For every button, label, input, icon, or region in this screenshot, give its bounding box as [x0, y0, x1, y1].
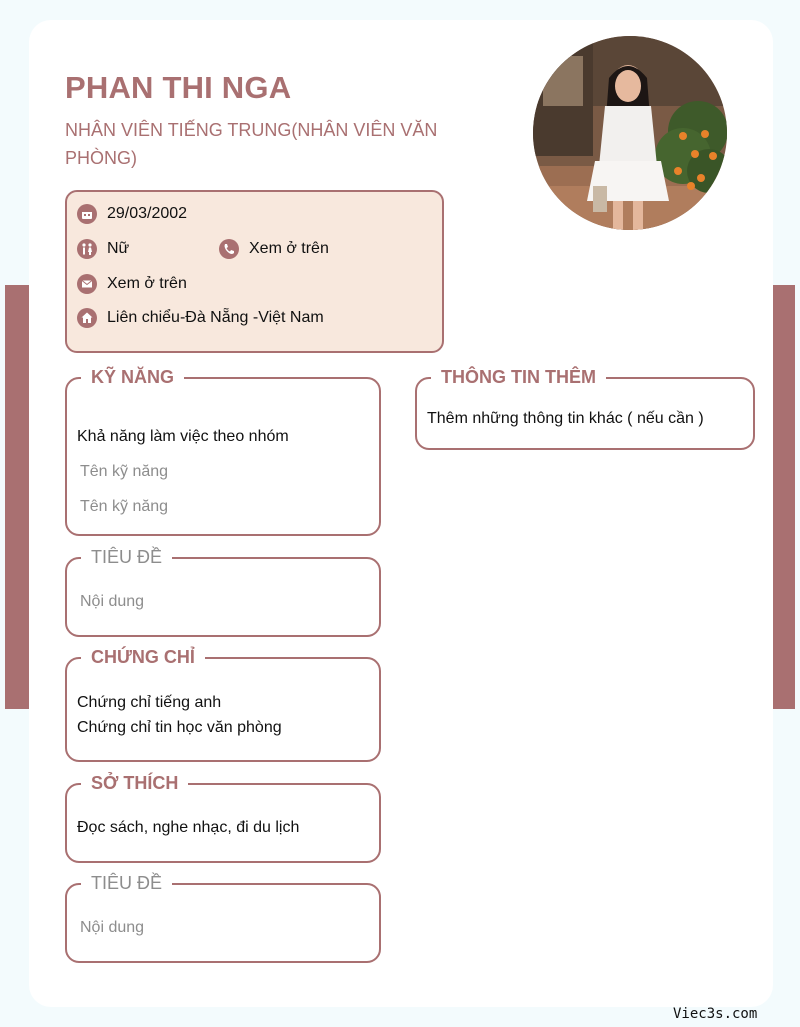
candidate-name[interactable]: PHAN THI NGA — [65, 70, 292, 105]
gender-text[interactable]: Nữ — [107, 240, 130, 257]
contact-email — [77, 274, 187, 294]
contact-gender — [77, 239, 129, 259]
birthday-text[interactable]: 29/03/2002 — [107, 205, 188, 222]
hobbies-title[interactable]: SỞ THÍCH — [81, 773, 188, 794]
phone-icon — [219, 239, 239, 259]
custom-section-2-title[interactable]: TIÊU ĐỀ — [81, 873, 172, 894]
certificates-title[interactable]: CHỨNG CHỈ — [81, 647, 205, 668]
phone-text[interactable]: Xem ở trên — [249, 240, 329, 257]
avatar[interactable] — [533, 36, 727, 230]
skills-title[interactable]: KỸ NĂNG — [81, 367, 184, 388]
hobbies-section — [65, 773, 381, 863]
extra-info-section — [415, 367, 755, 450]
skill-item[interactable]: Khả năng làm việc theo nhóm — [77, 428, 289, 445]
address-text[interactable]: Liên chiểu-Đà Nẵng -Việt Nam — [107, 309, 324, 326]
contact-phone — [219, 239, 329, 259]
certificate-item[interactable]: Chứng chỉ tin học văn phòng — [77, 719, 282, 736]
contact-birthday — [77, 204, 187, 224]
custom-section-1-content[interactable]: Nội dung — [80, 593, 145, 610]
email-text[interactable]: Xem ở trên — [107, 275, 187, 292]
avatar-photo — [533, 36, 727, 230]
certificates-section — [65, 647, 381, 762]
home-icon — [77, 308, 97, 328]
calendar-icon — [77, 204, 97, 224]
skills-section — [65, 367, 381, 536]
contact-address — [77, 308, 324, 328]
certificate-item[interactable]: Chứng chỉ tiếng anh — [77, 694, 222, 711]
left-decor-band — [5, 285, 29, 709]
gender-icon — [77, 239, 97, 259]
extra-info-content[interactable]: Thêm những thông tin khác ( nếu cần ) — [427, 410, 704, 427]
cv-page — [29, 20, 773, 1007]
right-decor-band — [772, 285, 795, 709]
skill-item[interactable]: Tên kỹ năng — [80, 463, 169, 480]
custom-section-1-title[interactable]: TIÊU ĐỀ — [81, 547, 172, 568]
site-watermark: Viec3s.com — [673, 1006, 758, 1022]
contact-box — [65, 190, 444, 353]
hobbies-content[interactable]: Đọc sách, nghe nhạc, đi du lịch — [77, 819, 300, 836]
extra-info-title[interactable]: THÔNG TIN THÊM — [431, 367, 606, 388]
job-title[interactable]: NHÂN VIÊN TIẾNG TRUNG(NHÂN VIÊN VĂN PHÒNG) — [65, 120, 438, 168]
custom-section-2 — [65, 873, 381, 963]
custom-section-2-content[interactable]: Nội dung — [80, 919, 145, 936]
mail-icon — [77, 274, 97, 294]
custom-section-1 — [65, 547, 381, 637]
skill-item[interactable]: Tên kỹ năng — [80, 498, 169, 515]
